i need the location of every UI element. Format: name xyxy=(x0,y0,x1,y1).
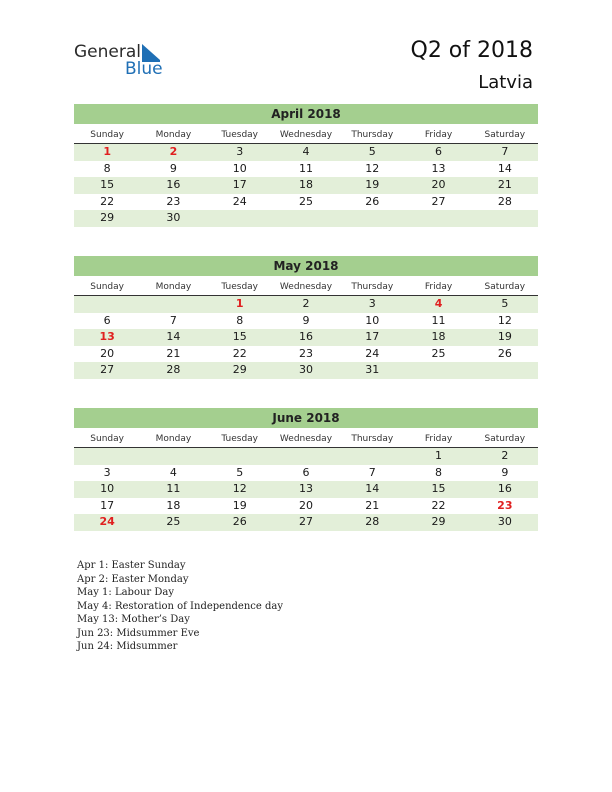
day-cell: 16 xyxy=(497,482,512,495)
weekday-label: Saturday xyxy=(484,434,526,444)
day-cell: 17 xyxy=(232,178,247,191)
day-cell: 8 xyxy=(435,465,443,479)
day-cell: 19 xyxy=(365,178,380,191)
weekday-label: Saturday xyxy=(484,130,526,140)
day-cell: 26 xyxy=(497,346,512,360)
day-cell: 22 xyxy=(232,346,247,360)
week-row xyxy=(74,465,538,482)
weekday-label: Friday xyxy=(424,434,453,444)
country-name: Latvia xyxy=(478,72,533,93)
weekday-label: Thursday xyxy=(351,130,394,140)
week-row xyxy=(74,144,538,161)
day-cell: 11 xyxy=(431,313,446,327)
weekday-label: Thursday xyxy=(351,282,394,292)
week-grid xyxy=(74,448,538,531)
day-cell: 9 xyxy=(169,161,177,175)
holiday-item: May 13: Mother’s Day xyxy=(77,614,190,625)
weekday-label: Tuesday xyxy=(221,282,259,292)
week-row xyxy=(74,177,538,194)
week-row xyxy=(74,161,538,178)
logo-general-text: General xyxy=(74,42,141,62)
day-cell: 19 xyxy=(232,498,247,512)
day-cell: 4 xyxy=(302,145,310,158)
day-cell: 3 xyxy=(103,465,111,479)
empty-day-cell xyxy=(140,448,206,465)
day-cell: 10 xyxy=(100,482,115,495)
weekday-label: Tuesday xyxy=(221,130,259,140)
day-cell: 4 xyxy=(434,297,443,310)
day-cell: 30 xyxy=(497,515,512,528)
month-april xyxy=(74,104,538,227)
month-may xyxy=(74,256,538,379)
day-cell: 1 xyxy=(435,449,443,462)
weekday-label: Sunday xyxy=(90,434,124,444)
holiday-item: Apr 1: Easter Sunday xyxy=(77,560,186,571)
day-cell: 28 xyxy=(497,194,512,208)
empty-day-cell xyxy=(207,448,273,465)
empty-day-cell xyxy=(74,296,140,313)
week-row xyxy=(74,346,538,363)
day-cell: 31 xyxy=(365,363,380,376)
week-row xyxy=(74,481,538,498)
day-cell: 2 xyxy=(169,145,178,158)
day-cell: 21 xyxy=(166,346,181,360)
day-cell: 26 xyxy=(365,194,380,208)
day-cell: 6 xyxy=(435,145,443,158)
day-cell: 16 xyxy=(298,330,313,343)
day-cell: 28 xyxy=(166,363,181,376)
day-cell: 15 xyxy=(431,482,446,495)
day-cell: 13 xyxy=(298,482,313,495)
day-cell: 21 xyxy=(497,178,512,191)
week-row xyxy=(74,514,538,531)
day-cell: 9 xyxy=(501,465,509,479)
weekday-header xyxy=(74,279,538,296)
day-cell: 3 xyxy=(236,145,244,158)
day-cell: 20 xyxy=(431,178,446,191)
day-cell: 2 xyxy=(302,297,310,310)
day-cell: 7 xyxy=(368,465,376,479)
day-cell: 9 xyxy=(302,313,310,327)
empty-day-cell xyxy=(472,210,538,227)
month-title: May 2018 xyxy=(74,256,538,276)
day-cell: 15 xyxy=(100,178,115,191)
day-cell: 29 xyxy=(100,211,115,224)
day-cell: 23 xyxy=(166,194,181,208)
day-cell: 14 xyxy=(365,482,380,495)
empty-day-cell xyxy=(405,210,471,227)
day-cell: 22 xyxy=(100,194,115,208)
week-row xyxy=(74,498,538,515)
empty-day-cell xyxy=(273,448,339,465)
month-title: April 2018 xyxy=(74,104,538,124)
day-cell: 2 xyxy=(501,449,509,462)
day-cell: 14 xyxy=(166,330,181,343)
weekday-label: Thursday xyxy=(351,434,394,444)
day-cell: 8 xyxy=(103,161,111,175)
day-cell: 24 xyxy=(365,346,380,360)
empty-day-cell xyxy=(339,448,405,465)
week-row xyxy=(74,362,538,379)
day-cell: 1 xyxy=(235,297,244,310)
day-cell: 20 xyxy=(100,346,115,360)
logo xyxy=(74,41,174,81)
weekday-label: Tuesday xyxy=(221,434,259,444)
weekday-header xyxy=(74,127,538,144)
day-cell: 23 xyxy=(497,498,513,512)
empty-day-cell xyxy=(405,362,471,379)
day-cell: 12 xyxy=(232,482,247,495)
weekday-label: Sunday xyxy=(90,130,124,140)
week-row xyxy=(74,296,538,313)
day-cell: 5 xyxy=(501,297,509,310)
day-cell: 4 xyxy=(169,465,177,479)
day-cell: 25 xyxy=(298,194,313,208)
day-cell: 6 xyxy=(302,465,310,479)
week-row xyxy=(74,448,538,465)
day-cell: 22 xyxy=(431,498,446,512)
day-cell: 10 xyxy=(232,161,247,175)
day-cell: 29 xyxy=(431,515,446,528)
day-cell: 13 xyxy=(99,330,115,343)
day-cell: 27 xyxy=(431,194,446,208)
day-cell: 15 xyxy=(232,330,247,343)
day-cell: 3 xyxy=(368,297,376,310)
day-cell: 26 xyxy=(232,515,247,528)
empty-day-cell xyxy=(207,210,273,227)
day-cell: 11 xyxy=(298,161,313,175)
day-cell: 28 xyxy=(365,515,380,528)
week-row xyxy=(74,210,538,227)
weekday-label: Friday xyxy=(424,282,453,292)
empty-day-cell xyxy=(140,296,206,313)
day-cell: 12 xyxy=(497,313,512,327)
month-june xyxy=(74,408,538,531)
day-cell: 7 xyxy=(501,145,509,158)
weekday-label: Wednesday xyxy=(279,434,333,444)
day-cell: 20 xyxy=(298,498,313,512)
empty-day-cell xyxy=(339,210,405,227)
weekday-label: Sunday xyxy=(90,282,124,292)
day-cell: 12 xyxy=(365,161,380,175)
day-cell: 19 xyxy=(497,330,512,343)
holiday-item: Apr 2: Easter Monday xyxy=(77,573,189,585)
day-cell: 25 xyxy=(431,346,446,360)
day-cell: 21 xyxy=(365,498,380,512)
day-cell: 17 xyxy=(365,330,380,343)
day-cell: 18 xyxy=(431,330,446,343)
holiday-item: Jun 24: Midsummer xyxy=(77,641,178,652)
day-cell: 24 xyxy=(232,194,247,208)
week-row xyxy=(74,194,538,211)
week-row xyxy=(74,313,538,330)
day-cell: 25 xyxy=(166,515,181,528)
day-cell: 6 xyxy=(103,313,111,327)
day-cell: 11 xyxy=(166,482,181,495)
page-title: Q2 of 2018 xyxy=(410,38,533,63)
holiday-item: May 1: Labour Day xyxy=(77,587,174,598)
day-cell: 18 xyxy=(166,498,181,512)
day-cell: 17 xyxy=(100,498,115,512)
holiday-item: May 4: Restoration of Independence day xyxy=(77,600,283,612)
weekday-label: Monday xyxy=(155,434,192,444)
day-cell: 18 xyxy=(298,178,313,191)
empty-day-cell xyxy=(472,362,538,379)
empty-day-cell xyxy=(273,210,339,227)
day-cell: 14 xyxy=(497,161,512,175)
day-cell: 24 xyxy=(99,515,115,528)
day-cell: 29 xyxy=(232,363,247,376)
day-cell: 16 xyxy=(166,178,181,191)
week-grid xyxy=(74,144,538,227)
weekday-label: Friday xyxy=(424,130,453,140)
empty-day-cell xyxy=(74,448,140,465)
day-cell: 13 xyxy=(431,161,446,175)
day-cell: 8 xyxy=(236,313,244,327)
day-cell: 1 xyxy=(103,145,111,158)
week-grid xyxy=(74,296,538,379)
day-cell: 5 xyxy=(236,465,244,479)
month-title: June 2018 xyxy=(74,408,538,428)
weekday-label: Wednesday xyxy=(279,282,333,292)
holiday-list xyxy=(77,559,283,654)
day-cell: 10 xyxy=(365,313,380,327)
day-cell: 27 xyxy=(298,515,313,528)
weekday-label: Monday xyxy=(155,282,192,292)
day-cell: 7 xyxy=(169,313,177,327)
logo-blue-text: Blue xyxy=(125,59,163,79)
day-cell: 30 xyxy=(298,363,313,376)
weekday-header xyxy=(74,431,538,448)
weekday-label: Wednesday xyxy=(279,130,333,140)
holiday-item: Jun 23: Midsummer Eve xyxy=(77,627,200,639)
day-cell: 27 xyxy=(100,363,115,376)
day-cell: 30 xyxy=(166,211,181,224)
weekday-label: Monday xyxy=(155,130,192,140)
weekday-label: Saturday xyxy=(484,282,526,292)
week-row xyxy=(74,329,538,346)
day-cell: 5 xyxy=(368,145,376,158)
day-cell: 23 xyxy=(298,346,313,360)
